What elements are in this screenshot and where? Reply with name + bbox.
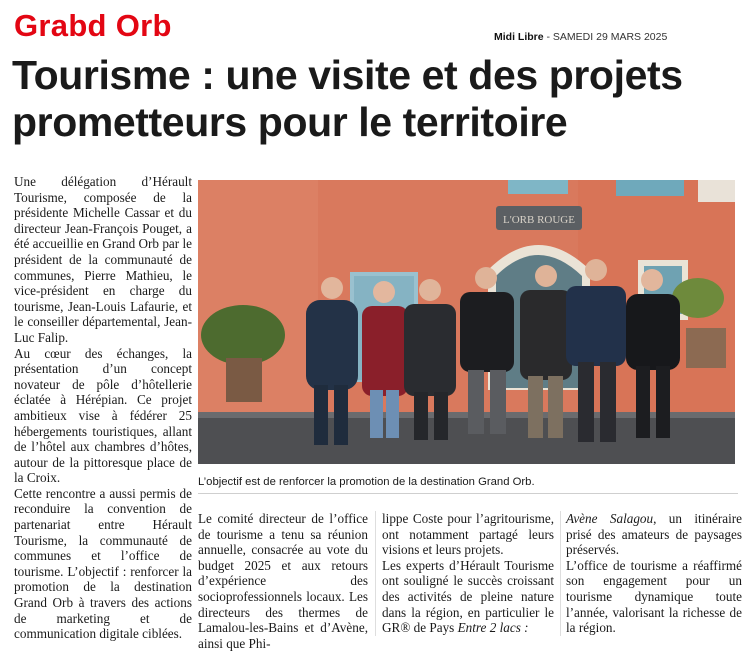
article-column-3 [382,511,554,636]
article-column-1 [14,174,192,642]
paragraph: Au cœur des échanges, la présentation d’un concept novateur de pôle d’hôtellerie éclatée à Hérépian. Ce projet ambitieux vise à fédérer 25 hébergements touristiques, allant de l’hôtel aux chambres d’hôtes, autour de la pittoresque place de la Croix. [14,345,192,486]
publication-name: Midi Libre [494,31,544,43]
paragraph: Le comité directeur de l’office de tourisme a tenu sa réunion annuelle, consacrée au vote du budget 2025 et aux retours d’expérience des socioprofessionnels locaux. Les directeurs des thermes de Lamalou-les-Bains et d’Avène, ainsi que Phi- [198,511,368,651]
column-divider [560,511,561,636]
paragraph [566,511,742,558]
paragraph: Cette rencontre a aussi permis de reconduire la convention de partenariat entre Hérault Tourisme, la communauté de communes et l’office de tourisme. L’objectif : renforcer la promotion de la destination Grand Orb à travers des actions de marketing et de communication digitale ciblées. [14,485,192,642]
trail-name: Entre 2 lacs : [457,620,529,636]
paragraph: lippe Coste pour l’agritourisme, ont notamment partagé leurs visions et leurs projets. [382,511,554,558]
headline: Tourisme : une visite et des projets prometteurs pour le territoire [12,52,683,145]
paragraph: L’office de tourisme a réaffirmé son engagement pour un tourisme dynamique toute l’année, valorisant la richesse de la région. [566,557,742,636]
paragraph: Une délégation d’Hérault Tourisme, composée de la présidente Michelle Cassar et du directeur Jean-François Pouget, a été accueillie en Grand Orb par le président de la communauté de communes, Pierre Mathieu, le vice-président en charge du tourisme, Jean-Louis Lafaurie, et le conseiller départemental, Jean-Luc Falip. [14,174,192,345]
photo-caption: L’objectif est de renforcer la promotion de la destination Grand Orb. [198,476,535,488]
article-photo [198,180,735,464]
shop-sign-text: L'ORB ROUGE [503,214,575,226]
publication-date: - SAMEDI 29 MARS 2025 [543,31,668,43]
column-divider [375,511,376,636]
caption-divider [198,493,738,494]
section-title: Grabd Orb [14,8,172,43]
article-column-4 [566,511,742,636]
trail-name: Avène Salagou [566,511,654,526]
article-column-2 [198,511,368,651]
paragraph [382,558,554,636]
paragraph-text: , un itinéraire prisé des amateurs de paysages préservés. [566,511,742,558]
publication-line [494,31,667,43]
paragraph-text: Les experts d’Hérault Tourisme ont souligné le succès croissant des activités de pleine nature dans la région, en particulier le GR® de Pays [382,557,554,636]
